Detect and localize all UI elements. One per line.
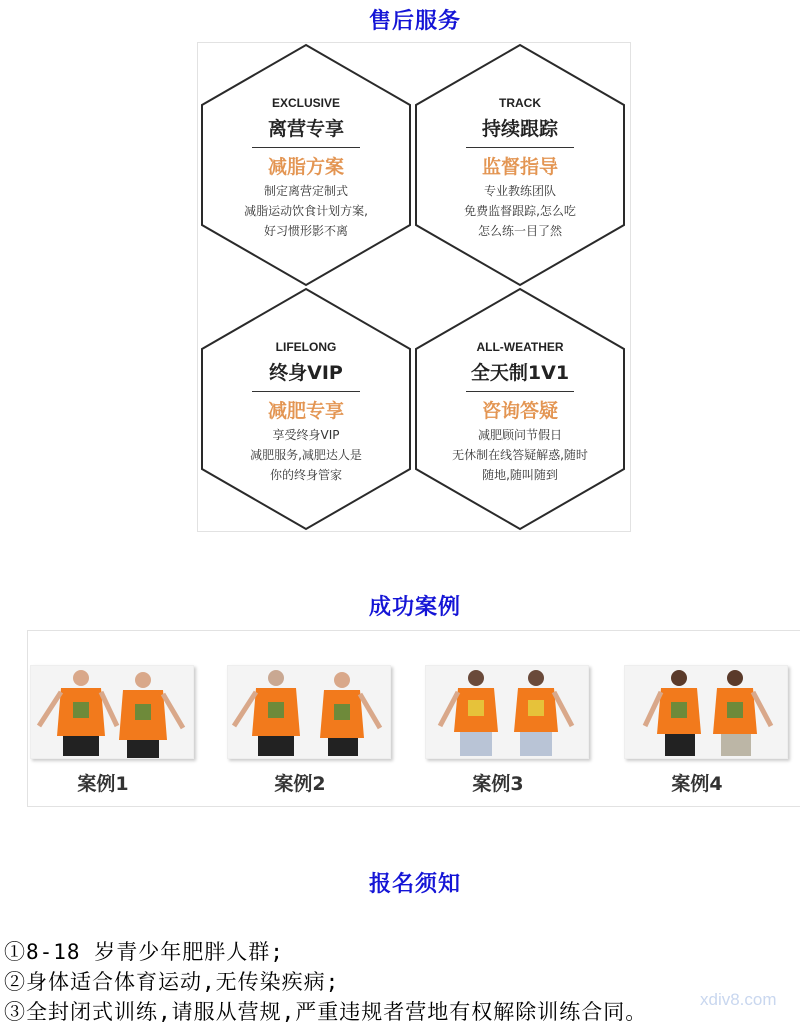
card-en-title: TRACK <box>499 96 541 110</box>
case-photo[interactable] <box>30 665 194 759</box>
card-subtitle: 咨询答疑 <box>481 400 558 422</box>
card-en-title: EXCLUSIVE <box>271 96 340 110</box>
notice-item-2: ②身体适合体育运动,无传染疾病; <box>4 970 340 994</box>
card-divider <box>466 391 574 392</box>
card-description <box>430 181 610 241</box>
card-description <box>216 425 396 485</box>
case-label: 案例1 <box>77 773 129 795</box>
case-photo-image <box>426 666 588 758</box>
card-desc-line: 免费监督跟踪,怎么吃 <box>464 204 576 218</box>
after-sales-title: 售后服务 <box>368 9 461 34</box>
case-photo[interactable] <box>425 665 589 759</box>
card-subtitle: 减肥专享 <box>267 400 344 422</box>
card-subtitle: 减脂方案 <box>267 156 344 178</box>
case-label: 案例4 <box>671 773 723 795</box>
card-desc-line: 减肥服务,减肥达人是 <box>250 448 362 462</box>
service-card-all-weather <box>430 340 610 485</box>
card-desc-line: 减肥顾问节假日 <box>477 428 562 442</box>
registration-title: 报名须知 <box>368 872 461 897</box>
card-desc-line: 享受终身VIP <box>272 428 340 442</box>
service-card-exclusive <box>216 96 396 241</box>
card-desc-line: 怎么练一目了然 <box>477 224 562 238</box>
card-description <box>216 181 396 241</box>
case-photo[interactable] <box>227 665 391 759</box>
service-card-track <box>430 96 610 241</box>
cases-title: 成功案例 <box>368 595 461 620</box>
case-item-1[interactable] <box>30 665 196 796</box>
card-cn-title: 离营专享 <box>267 118 344 140</box>
card-divider <box>466 147 574 148</box>
case-item-2[interactable] <box>227 665 393 796</box>
card-divider <box>252 147 360 148</box>
card-cn-title: 终身VIP <box>269 362 343 384</box>
card-en-title: LIFELONG <box>275 340 337 354</box>
cases-panel <box>27 630 800 807</box>
service-card-lifelong <box>216 340 396 485</box>
case-photo-image <box>625 666 787 758</box>
card-cn-title: 持续跟踪 <box>481 118 558 140</box>
card-desc-line: 好习惯形影不离 <box>263 224 348 238</box>
card-divider <box>252 391 360 392</box>
case-photo-image <box>31 666 193 758</box>
case-photo[interactable] <box>624 665 788 759</box>
card-desc-line: 随地,随叫随到 <box>482 468 558 482</box>
card-en-title: ALL-WEATHER <box>476 340 564 354</box>
case-label: 案例2 <box>274 773 326 795</box>
card-desc-line: 制定离营定制式 <box>263 184 348 198</box>
after-sales-panel <box>197 42 631 532</box>
case-label: 案例3 <box>472 773 524 795</box>
case-photo-image <box>228 666 390 758</box>
notice-item-1: ①8-18 岁青少年肥胖人群; <box>4 940 284 964</box>
card-subtitle: 监督指导 <box>481 156 558 178</box>
card-desc-line: 专业教练团队 <box>483 184 556 198</box>
card-cn-title: 全天制1V1 <box>470 362 570 384</box>
card-desc-line: 你的终身管家 <box>269 468 342 482</box>
watermark-text: xdiv8.com <box>700 990 777 1009</box>
case-item-4[interactable] <box>624 665 790 796</box>
card-desc-line: 无休制在线答疑解惑,随时 <box>452 448 588 462</box>
card-description <box>430 425 610 485</box>
notice-item-3: ③全封闭式训练,请服从营规,严重违规者营地有权解除训练合同。 <box>4 1000 648 1024</box>
case-item-3[interactable] <box>425 665 591 796</box>
card-desc-line: 减脂运动饮食计划方案, <box>244 204 368 218</box>
